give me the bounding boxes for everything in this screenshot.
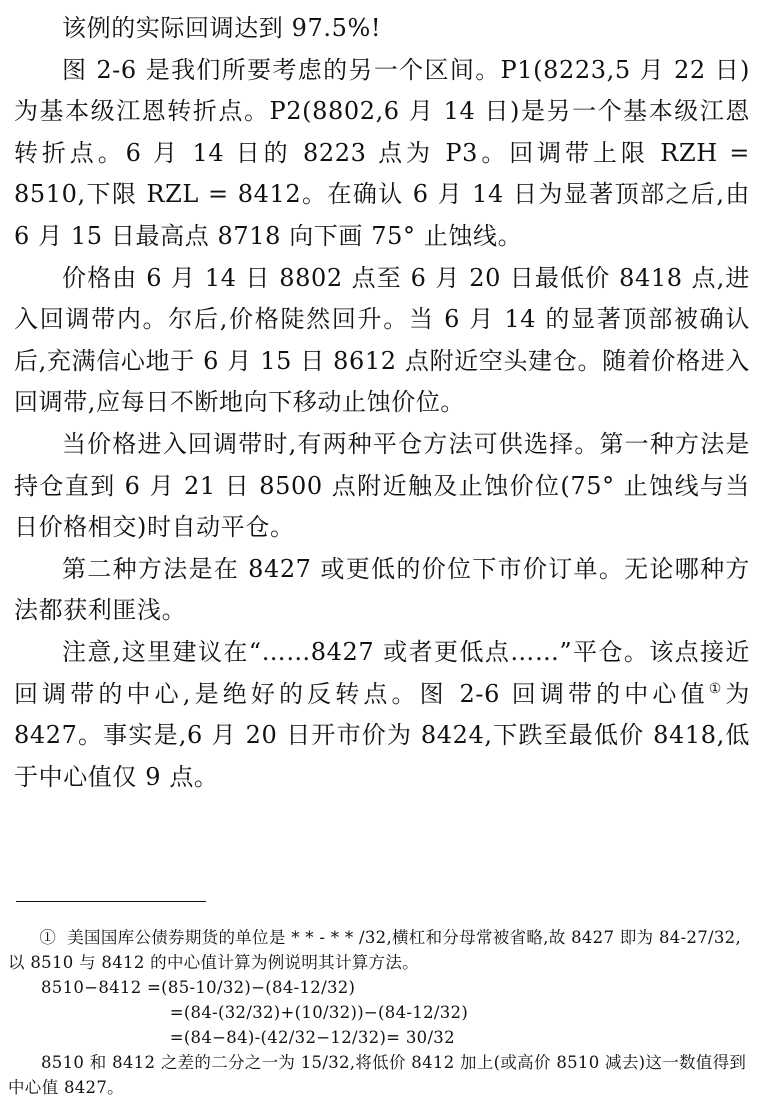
paragraph-1: 该例的实际回调达到 97.5%! bbox=[62, 14, 382, 42]
paragraph-2: 图 2-6 是我们所要考虑的另一个区间。P1(8223,5 月 22 日)为基本级江恩转折点。P2(8802,6 月 14 日)是另一个基本级江恩转折点。6 月 14 日的 8223 点为 P3。回调带上限 RZH = 8510,下限 RZL = 8412。在确认 6 月 14 日为显著顶部之后,由 6 月 15 日最高点 8718 向下画 75° 止蚀线。 bbox=[14, 55, 750, 250]
footnote-divider bbox=[16, 901, 206, 902]
footnote-math-line-3: =(84−84)-(42/32−12/32)= 30/32 bbox=[169, 1028, 455, 1047]
footnote-math-line-1: 8510−8412 =(85-10/32)−(84-12/32) bbox=[41, 978, 356, 997]
main-text bbox=[14, 8, 750, 798]
paragraph-3: 价格由 6 月 14 日 8802 点至 6 月 20 日最低价 8418 点,进入回调带内。尔后,价格陡然回升。当 6 月 14 的显著顶部被确认后,充满信心地于 6 月 15 日 8612 点附近空头建仓。随着价格进入回调带,应每日不断地向下移动止蚀价位。 bbox=[14, 263, 750, 417]
paragraph-4: 当价格进入回调带时,有两种平仓方法可供选择。第一种方法是持仓直到 6 月 21 日 8500 点附近触及止蚀价位(75° 止蚀线与当日价格相交)时自动平仓。 bbox=[14, 429, 750, 542]
footnote-intro: 美国国库公债券期货的单位是 * * - * * /32,横杠和分母常被省略,故 8427 即为 84-27/32,以 8510 与 8412 的中心值计算为例说明其计算方法。 bbox=[8, 928, 742, 972]
footnote-conclusion: 8510 和 8412 之差的二分之一为 15/32,将低价 8412 加上(或高价 8510 减去)这一数值得到中心值 8427。 bbox=[8, 1053, 747, 1097]
paragraph-6-tail: 为 8427。事实是,6 月 20 日开市价为 8424,下跌至最低价 8418,低于中心值仅 9 点。 bbox=[14, 679, 750, 791]
paragraph-6 bbox=[14, 632, 750, 798]
footnote-math-line-2: =(84-(32/32)+(10/32))−(84-12/32) bbox=[169, 1003, 469, 1022]
footnote-reference-mark[interactable]: ① bbox=[708, 680, 726, 697]
paragraph-6-text: 注意,这里建议在“……8427 或者更低点……”平仓。该点接近回调带的中心,是绝好的反转点。图 2-6 回调带的中心 bbox=[14, 637, 750, 708]
footnote-block bbox=[8, 925, 750, 1100]
footnote-intro-paragraph bbox=[8, 925, 750, 975]
footnote-marker: ① bbox=[39, 928, 57, 947]
footnote-ref-word: 值 bbox=[680, 679, 709, 708]
paragraph-5: 第二种方法是在 8427 或更低的价位下市价订单。无论哪种方法都获利匪浅。 bbox=[14, 554, 750, 625]
